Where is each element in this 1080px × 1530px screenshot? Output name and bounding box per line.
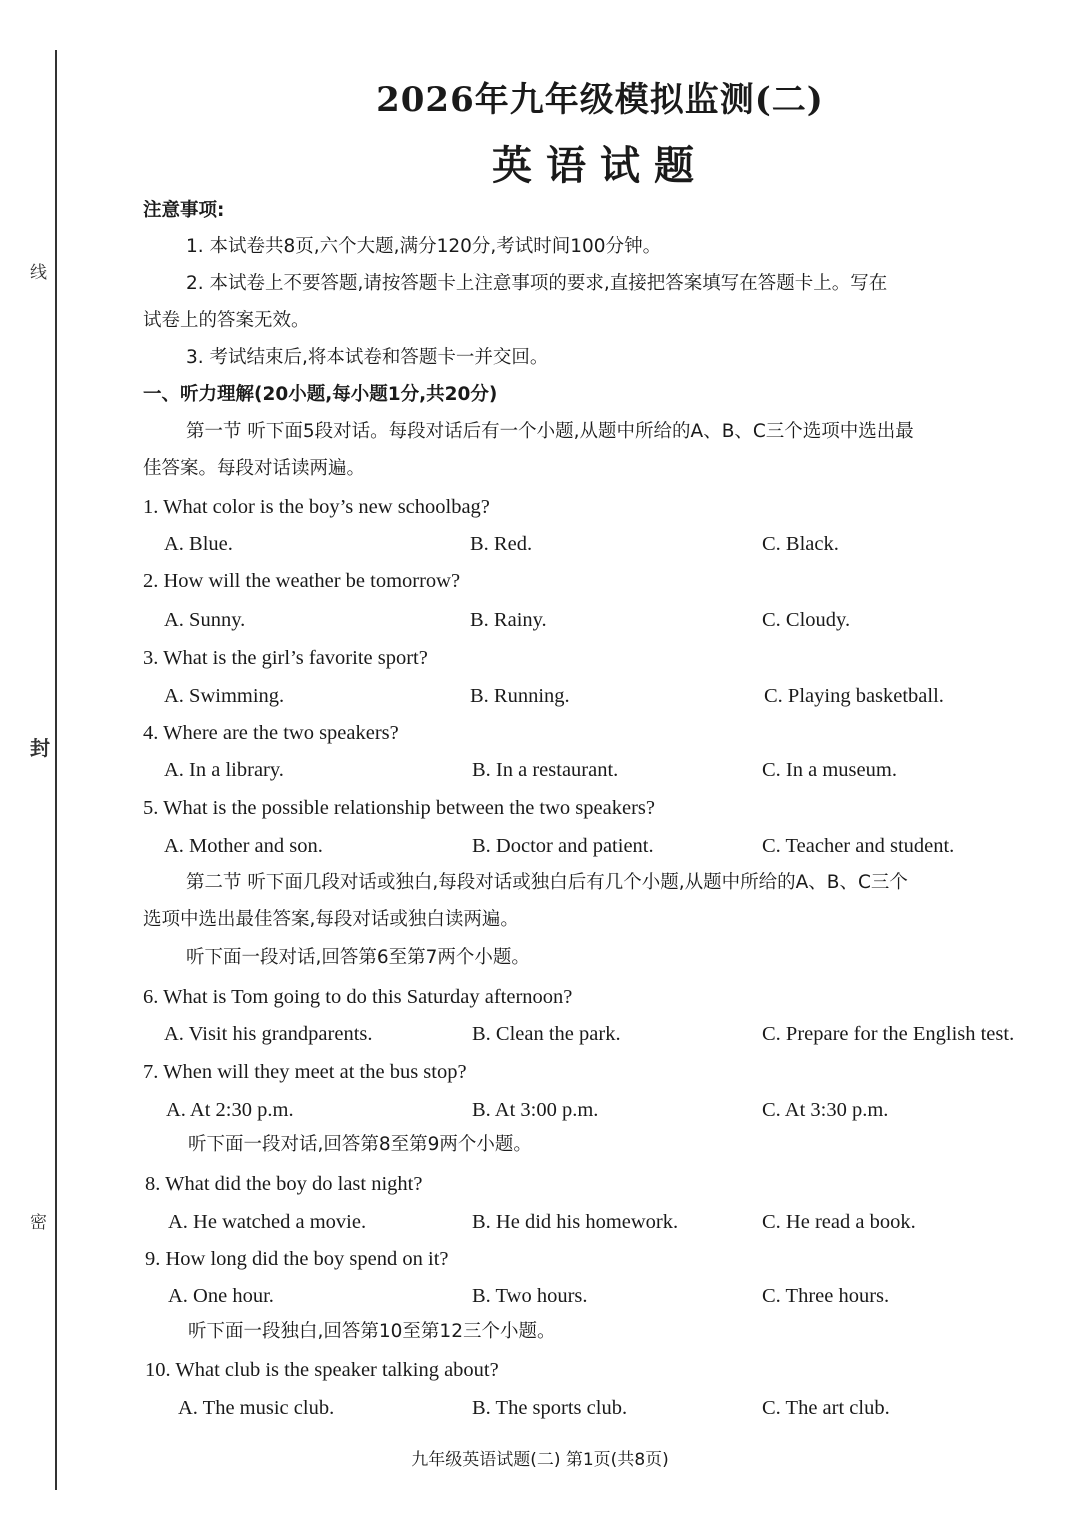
part2-instructions-b: 选项中选出最佳答案,每段对话或独白读两遍。 bbox=[143, 909, 519, 930]
question-9: 9. How long did the boy spend on it? bbox=[145, 1248, 449, 1270]
margin-mark-line: 线 bbox=[30, 263, 47, 283]
margin-mark-seal: 封 bbox=[30, 736, 50, 760]
option-10b: B. The sports club. bbox=[472, 1397, 628, 1419]
option-9b: B. Two hours. bbox=[472, 1285, 588, 1307]
notes-item-2b: 试卷上的答案无效。 bbox=[143, 310, 310, 331]
option-10c: C. The art club. bbox=[762, 1397, 890, 1419]
option-10a: A. The music club. bbox=[178, 1397, 335, 1419]
option-5c: C. Teacher and student. bbox=[762, 835, 955, 857]
intro-6-7: 听下面一段对话,回答第6至第7两个小题。 bbox=[186, 947, 530, 968]
option-2b: B. Rainy. bbox=[470, 609, 547, 631]
intro-8-9: 听下面一段对话,回答第8至第9两个小题。 bbox=[188, 1134, 532, 1155]
notes-item-2a: 2. 本试卷上不要答题,请按答题卡上注意事项的要求,直接把答案填写在答题卡上。写在 bbox=[186, 273, 888, 294]
question-4: 4. Where are the two speakers? bbox=[143, 722, 399, 744]
notes-item-1: 1. 本试卷共8页,六个大题,满分120分,考试时间100分钟。 bbox=[186, 236, 662, 257]
option-4c: C. In a museum. bbox=[762, 759, 897, 781]
option-7c: C. At 3:30 p.m. bbox=[762, 1099, 889, 1121]
intro-10-12: 听下面一段独白,回答第10至第12三个小题。 bbox=[188, 1321, 556, 1342]
question-8: 8. What did the boy do last night? bbox=[145, 1173, 423, 1195]
option-6b: B. Clean the park. bbox=[472, 1023, 621, 1045]
question-2: 2. How will the weather be tomorrow? bbox=[143, 570, 461, 592]
option-2a: A. Sunny. bbox=[164, 609, 246, 631]
option-8b: B. He did his homework. bbox=[472, 1211, 679, 1233]
option-1b: B. Red. bbox=[470, 533, 533, 555]
option-3c: C. Playing basketball. bbox=[764, 685, 944, 707]
question-1: 1. What color is the boy’s new schoolbag? bbox=[143, 496, 490, 518]
option-2c: C. Cloudy. bbox=[762, 609, 851, 631]
option-1c: C. Black. bbox=[762, 533, 839, 555]
part1-instructions-b: 佳答案。每段对话读两遍。 bbox=[143, 458, 366, 479]
page-footer: 九年级英语试题(二) 第1页(共8页) bbox=[411, 1450, 669, 1470]
part2-instructions-a: 第二节 听下面几段对话或独白,每段对话或独白后有几个小题,从题中所给的A、B、C三个 bbox=[186, 872, 908, 893]
notes-item-3: 3. 考试结束后,将本试卷和答题卡一并交回。 bbox=[186, 347, 549, 368]
option-9c: C. Three hours. bbox=[762, 1285, 890, 1307]
notes-heading: 注意事项: bbox=[143, 200, 225, 221]
question-10: 10. What club is the speaker talking about? bbox=[145, 1359, 499, 1381]
subject-title: 英语试题 bbox=[492, 142, 708, 189]
margin-mark-secret: 密 bbox=[30, 1213, 47, 1233]
option-5a: A. Mother and son. bbox=[164, 835, 323, 857]
exam-title: 2026年九年级模拟监测(二) bbox=[376, 80, 824, 120]
question-3: 3. What is the girl’s favorite sport? bbox=[143, 647, 428, 669]
part1-instructions-a: 第一节 听下面5段对话。每段对话后有一个小题,从题中所给的A、B、C三个选项中选出最 bbox=[186, 421, 914, 442]
option-8a: A. He watched a movie. bbox=[168, 1211, 367, 1233]
binding-line bbox=[55, 50, 57, 1490]
option-9a: A. One hour. bbox=[168, 1285, 274, 1307]
option-7a: A. At 2:30 p.m. bbox=[166, 1099, 294, 1121]
option-5b: B. Doctor and patient. bbox=[472, 835, 654, 857]
option-1a: A. Blue. bbox=[164, 533, 233, 555]
option-7b: B. At 3:00 p.m. bbox=[472, 1099, 599, 1121]
option-3a: A. Swimming. bbox=[164, 685, 285, 707]
option-8c: C. He read a book. bbox=[762, 1211, 916, 1233]
question-7: 7. When will they meet at the bus stop? bbox=[143, 1061, 467, 1083]
question-6: 6. What is Tom going to do this Saturday afternoon? bbox=[143, 986, 573, 1008]
option-3b: B. Running. bbox=[470, 685, 570, 707]
section-heading: 一、听力理解(20小题,每小题1分,共20分) bbox=[143, 384, 498, 405]
option-6c: C. Prepare for the English test. bbox=[762, 1023, 1015, 1045]
option-4b: B. In a restaurant. bbox=[472, 759, 619, 781]
question-5: 5. What is the possible relationship between the two speakers? bbox=[143, 797, 655, 819]
option-6a: A. Visit his grandparents. bbox=[164, 1023, 373, 1045]
option-4a: A. In a library. bbox=[164, 759, 284, 781]
